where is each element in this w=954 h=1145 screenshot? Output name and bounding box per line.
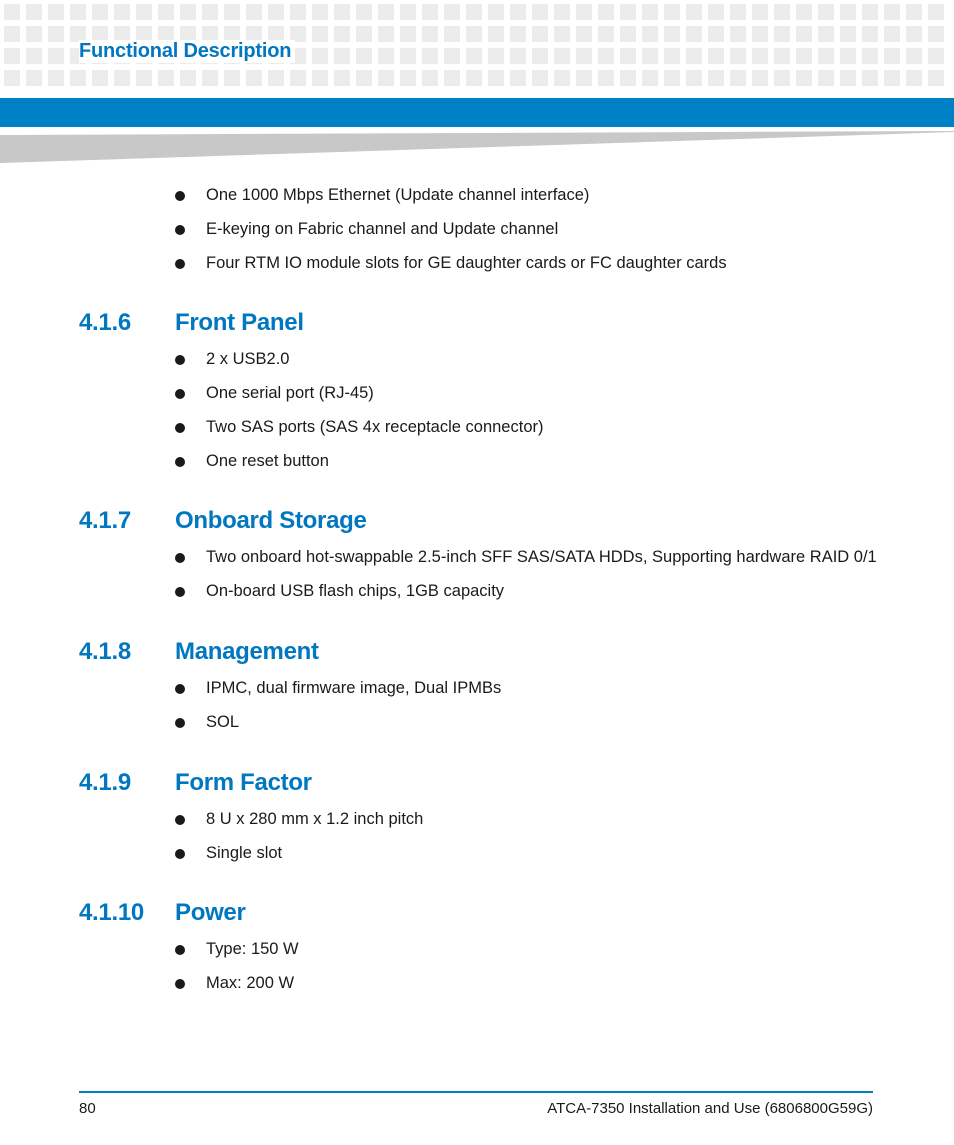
header-pattern-square (4, 70, 20, 86)
header-pattern-square (752, 48, 768, 64)
header-pattern-square (48, 4, 64, 20)
header-pattern-square (774, 48, 790, 64)
header-pattern-square (730, 70, 746, 86)
header-pattern-square (26, 26, 42, 42)
footer-document-title: ATCA-7350 Installation and Use (6806800G59G) (547, 1100, 873, 1117)
header-pattern-square (708, 48, 724, 64)
header-pattern-square (444, 48, 460, 64)
header-pattern-square (664, 48, 680, 64)
header-pattern-square (752, 70, 768, 86)
header-pattern-square (356, 48, 372, 64)
bullet-icon (175, 979, 185, 989)
header-pattern-square (224, 70, 240, 86)
header-pattern-square (356, 70, 372, 86)
header-pattern-square (642, 70, 658, 86)
section-heading-form-factor: 4.1.9 Form Factor (79, 769, 312, 796)
header-pattern-square (312, 26, 328, 42)
header-pattern-square (840, 26, 856, 42)
header-pattern-square (796, 70, 812, 86)
header-pattern-square (642, 4, 658, 20)
form-factor-bullet-list (175, 809, 423, 877)
header-pattern-square (708, 4, 724, 20)
header-pattern-square (224, 4, 240, 20)
header-blue-band (0, 98, 954, 127)
header-pattern-square (510, 48, 526, 64)
header-pattern-square (312, 70, 328, 86)
header-pattern-square (598, 26, 614, 42)
header-pattern-square (796, 26, 812, 42)
header-pattern-square (840, 48, 856, 64)
header-pattern-square (378, 48, 394, 64)
header-pattern-square (774, 26, 790, 42)
list-item: On-board USB flash chips, 1GB capacity (175, 581, 877, 615)
section-heading-power: 4.1.10 Power (79, 899, 246, 926)
header-pattern-square (598, 70, 614, 86)
header-pattern-square (422, 70, 438, 86)
header-pattern-square (92, 70, 108, 86)
header-pattern-square (488, 70, 504, 86)
header-pattern-square (510, 70, 526, 86)
bullet-icon (175, 684, 185, 694)
header-pattern-square (884, 70, 900, 86)
header-pattern-square (180, 70, 196, 86)
list-item: 2 x USB2.0 (175, 349, 544, 383)
bullet-icon (175, 587, 185, 597)
header-pattern-square (730, 48, 746, 64)
header-pattern-square (818, 4, 834, 20)
bullet-icon (175, 355, 185, 365)
front-panel-bullet-list (175, 349, 544, 485)
header-pattern-square (136, 4, 152, 20)
header-pattern-square (906, 70, 922, 86)
header-pattern-square (4, 48, 20, 64)
header-pattern-square (928, 26, 944, 42)
header-pattern-square (268, 70, 284, 86)
header-pattern-square (488, 26, 504, 42)
bullet-icon (175, 423, 185, 433)
header-pattern-square (136, 70, 152, 86)
header-pattern-square (554, 26, 570, 42)
header-pattern-square (444, 4, 460, 20)
header-pattern-square (554, 70, 570, 86)
header-pattern-square (444, 70, 460, 86)
header-pattern-square (180, 4, 196, 20)
header-gray-wedge (0, 131, 954, 163)
header-pattern-square (576, 70, 592, 86)
header-pattern-square (510, 4, 526, 20)
header-pattern-square (158, 70, 174, 86)
header-pattern-square (356, 4, 372, 20)
header-pattern-square (664, 26, 680, 42)
header-pattern-square (92, 4, 108, 20)
header-pattern-square (620, 4, 636, 20)
bullet-icon (175, 191, 185, 201)
header-pattern-square (246, 70, 262, 86)
header-pattern-square (202, 70, 218, 86)
bullet-icon (175, 457, 185, 467)
header-pattern-square (708, 70, 724, 86)
header-pattern-square (334, 48, 350, 64)
header-pattern-square (532, 4, 548, 20)
intro-bullet-list (175, 185, 727, 287)
management-bullet-list (175, 678, 501, 746)
header-pattern-square (818, 48, 834, 64)
header-pattern-square (466, 26, 482, 42)
header-pattern-square (576, 48, 592, 64)
header-pattern-square (400, 70, 416, 86)
list-item: One serial port (RJ-45) (175, 383, 544, 417)
header-pattern-square (862, 26, 878, 42)
bullet-icon (175, 259, 185, 269)
header-pattern-square (840, 4, 856, 20)
header-pattern-square (268, 4, 284, 20)
header-pattern-square (114, 4, 130, 20)
header-pattern-square (356, 26, 372, 42)
header-pattern-square (422, 4, 438, 20)
header-pattern-square (620, 26, 636, 42)
header-pattern-square (928, 48, 944, 64)
bullet-icon (175, 718, 185, 728)
header-pattern-square (290, 70, 306, 86)
header-pattern-square (554, 4, 570, 20)
header-pattern-square (906, 48, 922, 64)
list-item: Single slot (175, 843, 423, 877)
header-pattern-square (400, 48, 416, 64)
header-pattern-square (598, 4, 614, 20)
header-pattern-square (48, 26, 64, 42)
header-pattern-square (598, 48, 614, 64)
list-item: IPMC, dual firmware image, Dual IPMBs (175, 678, 501, 712)
header-pattern-square (708, 26, 724, 42)
page-number: 80 (79, 1100, 96, 1117)
section-heading-front-panel: 4.1.6 Front Panel (79, 309, 304, 336)
header-pattern-square (818, 70, 834, 86)
header-pattern-square (664, 4, 680, 20)
header-pattern-square (114, 70, 130, 86)
header-pattern-square (664, 70, 680, 86)
header-pattern-square (862, 48, 878, 64)
list-item: One reset button (175, 451, 544, 485)
list-item: Type: 150 W (175, 939, 299, 973)
header-pattern-square (884, 4, 900, 20)
header-pattern-square (400, 26, 416, 42)
header-pattern-square (4, 26, 20, 42)
list-item: Two SAS ports (SAS 4x receptacle connector) (175, 417, 544, 451)
bullet-icon (175, 389, 185, 399)
header-pattern-square (620, 70, 636, 86)
header-pattern-square (532, 48, 548, 64)
list-item: One 1000 Mbps Ethernet (Update channel interface) (175, 185, 727, 219)
header-pattern-square (576, 4, 592, 20)
header-pattern-square (774, 70, 790, 86)
header-pattern-square (312, 4, 328, 20)
header-pattern-square (422, 26, 438, 42)
header-pattern-square (620, 48, 636, 64)
section-heading-onboard-storage: 4.1.7 Onboard Storage (79, 507, 367, 534)
header-pattern-square (26, 48, 42, 64)
bullet-icon (175, 849, 185, 859)
header-pattern-square (906, 4, 922, 20)
header-pattern-square (488, 48, 504, 64)
header-pattern-square (466, 48, 482, 64)
bullet-icon (175, 225, 185, 235)
header-pattern-square (48, 48, 64, 64)
header-pattern-square (862, 70, 878, 86)
bullet-icon (175, 553, 185, 563)
header-pattern-square (466, 70, 482, 86)
header-pattern-square (246, 4, 262, 20)
header-pattern-square (510, 26, 526, 42)
header-pattern-square (444, 26, 460, 42)
header-pattern-square (576, 26, 592, 42)
header-pattern-square (840, 70, 856, 86)
header-pattern-square (730, 26, 746, 42)
header-pattern-square (488, 4, 504, 20)
header-pattern-square (4, 4, 20, 20)
onboard-storage-bullet-list (175, 547, 877, 615)
header-pattern-square (928, 4, 944, 20)
header-pattern-square (884, 26, 900, 42)
header-pattern-square (686, 26, 702, 42)
header-pattern-square (686, 4, 702, 20)
header-pattern-square (884, 48, 900, 64)
bullet-icon (175, 945, 185, 955)
list-item: Four RTM IO module slots for GE daughter cards or FC daughter cards (175, 253, 727, 287)
header-pattern-square (554, 48, 570, 64)
header-pattern-square (818, 26, 834, 42)
list-item: Two onboard hot-swappable 2.5-inch SFF SAS/SATA HDDs, Supporting hardware RAID 0/1 (175, 547, 877, 581)
header-pattern-square (752, 4, 768, 20)
header-pattern-square (774, 4, 790, 20)
header-pattern-square (158, 4, 174, 20)
header-pattern-square (752, 26, 768, 42)
header-pattern-square (378, 26, 394, 42)
header-pattern-square (642, 48, 658, 64)
list-item: SOL (175, 712, 501, 746)
header-pattern-square (48, 70, 64, 86)
header-pattern-square (928, 70, 944, 86)
header-pattern-square (334, 26, 350, 42)
header-pattern-square (642, 26, 658, 42)
header-pattern-square (532, 26, 548, 42)
header-pattern-square (686, 48, 702, 64)
header-pattern-square (334, 70, 350, 86)
header-pattern-square (400, 4, 416, 20)
header-pattern-square (422, 48, 438, 64)
header-pattern-square (378, 70, 394, 86)
header-pattern-square (290, 4, 306, 20)
header-pattern-square (796, 48, 812, 64)
list-item: Max: 200 W (175, 973, 299, 1007)
header-pattern-square (26, 4, 42, 20)
header-pattern-square (532, 70, 548, 86)
list-item: 8 U x 280 mm x 1.2 inch pitch (175, 809, 423, 843)
header-pattern-square (378, 4, 394, 20)
header-pattern-square (796, 4, 812, 20)
header-pattern-square (334, 4, 350, 20)
footer-divider (79, 1091, 873, 1093)
header-pattern-square (686, 70, 702, 86)
header-pattern-square (70, 4, 86, 20)
list-item: E-keying on Fabric channel and Update channel (175, 219, 727, 253)
header-pattern-square (862, 4, 878, 20)
header-pattern-square (70, 70, 86, 86)
header-pattern-square (202, 4, 218, 20)
header-pattern-square (730, 4, 746, 20)
power-bullet-list (175, 939, 299, 1007)
header-pattern-square (312, 48, 328, 64)
section-heading-management: 4.1.8 Management (79, 638, 319, 665)
running-header-title: Functional Description (79, 40, 295, 63)
header-pattern-square (26, 70, 42, 86)
bullet-icon (175, 815, 185, 825)
header-pattern-square (466, 4, 482, 20)
header-pattern-square (906, 26, 922, 42)
